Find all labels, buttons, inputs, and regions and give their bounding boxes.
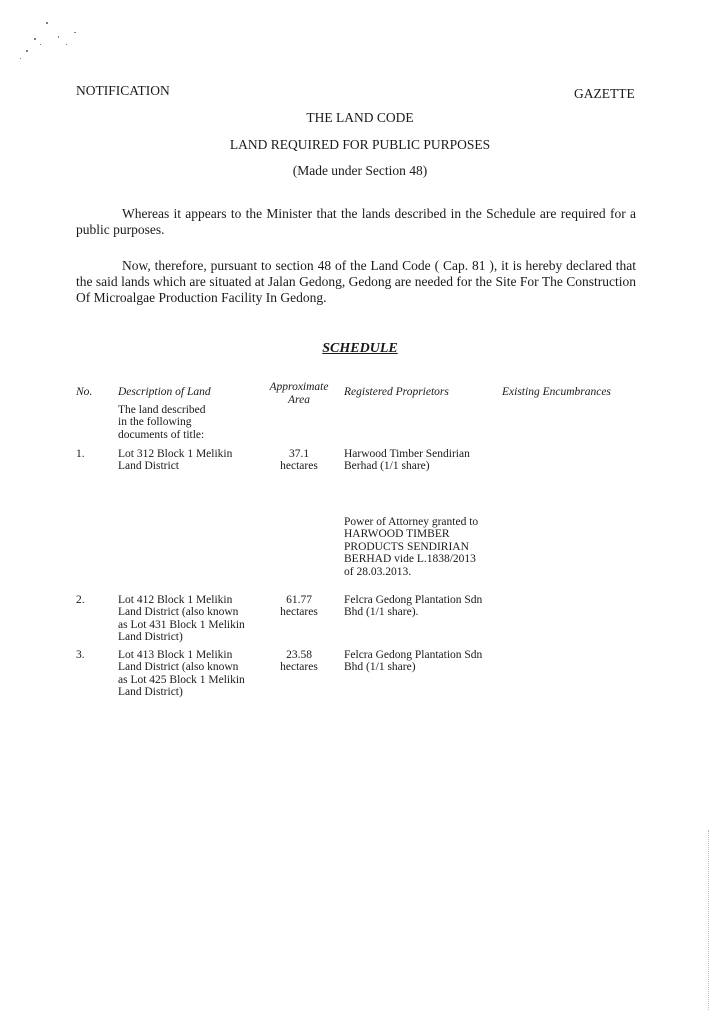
row-power-of-attorney-note: Power of Attorney granted to HARWOOD TIMBER PRODUCTS SENDIRIAN BERHAD vide L.1838/2013 of 28.03.2013. [344,516,479,578]
title-section: (Made under Section 48) [292,163,428,178]
col-header-proprietors: Registered Proprietors [344,386,449,398]
notification-label: NOTIFICATION [76,83,170,98]
schedule-intro: The land described in the following documents of title: [118,404,206,441]
row-description: Lot 312 Block 1 Melikin Land District [118,448,233,473]
row-proprietors: Felcra Gedong Plantation Sdn Bhd (1/1 share) [344,649,483,674]
schedule-heading: SCHEDULE [322,341,398,356]
row-number: 1. [76,448,85,460]
row-description: Lot 412 Block 1 Melikin Land District (also known as Lot 431 Block 1 Melikin Land District) [118,594,245,644]
row-area: 37.1 hectares [280,448,318,473]
col-header-encumbrances: Existing Encumbrances [502,386,611,398]
row-area: 61.77 hectares [280,594,318,619]
scan-edge-line [708,830,710,1010]
row-number: 2. [76,594,85,606]
col-header-description: Description of Land [118,386,211,398]
row-description: Lot 413 Block 1 Melikin Land District (also known as Lot 425 Block 1 Melikin Land District) [118,649,245,699]
gazette-label: GAZETTE [574,86,635,101]
paragraph-now-therefore: Now, therefore, pursuant to section 48 of the Land Code ( Cap. 81 ), it is hereby declared that the said lands which are situated at Jalan Gedong, Gedong are needed for the Site For The Construction Of Microalgae Production Facility In Gedong. [76,258,636,305]
col-header-area: Approximate Area [269,381,329,406]
row-area: 23.58 hectares [280,649,318,674]
row-number: 3. [76,649,85,661]
title-land-required: LAND REQUIRED FOR PUBLIC PURPOSES [229,137,491,152]
row-proprietors: Harwood Timber Sendirian Berhad (1/1 share) [344,448,470,473]
col-header-no: No. [76,386,93,398]
paragraph-whereas: Whereas it appears to the Minister that the lands described in the Schedule are required for a public purposes. [76,206,636,237]
title-land-code: THE LAND CODE [306,110,414,125]
row-proprietors: Felcra Gedong Plantation Sdn Bhd (1/1 share). [344,594,483,619]
